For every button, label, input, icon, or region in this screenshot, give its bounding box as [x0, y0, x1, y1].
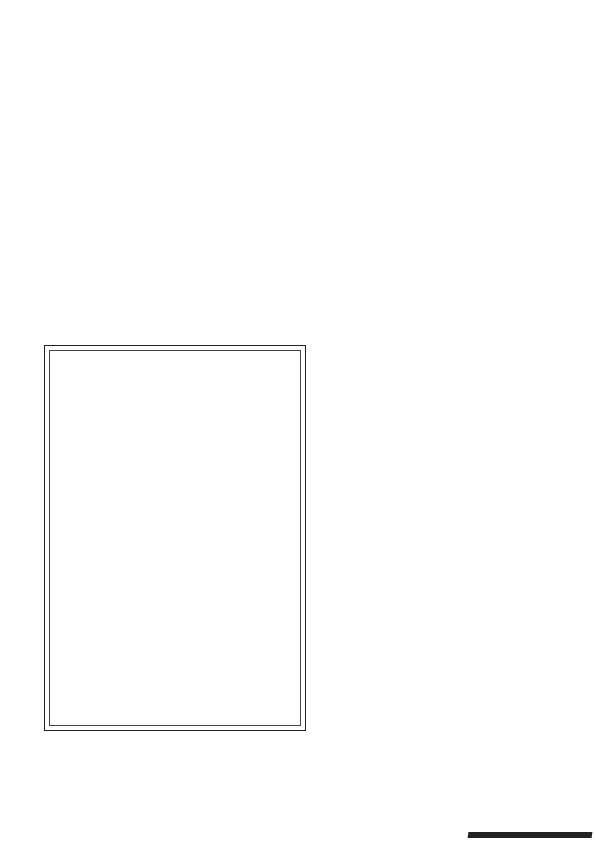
- scan-edge-bar: [468, 832, 593, 838]
- contents-card-inner: [49, 350, 301, 726]
- contents-card: [44, 345, 306, 731]
